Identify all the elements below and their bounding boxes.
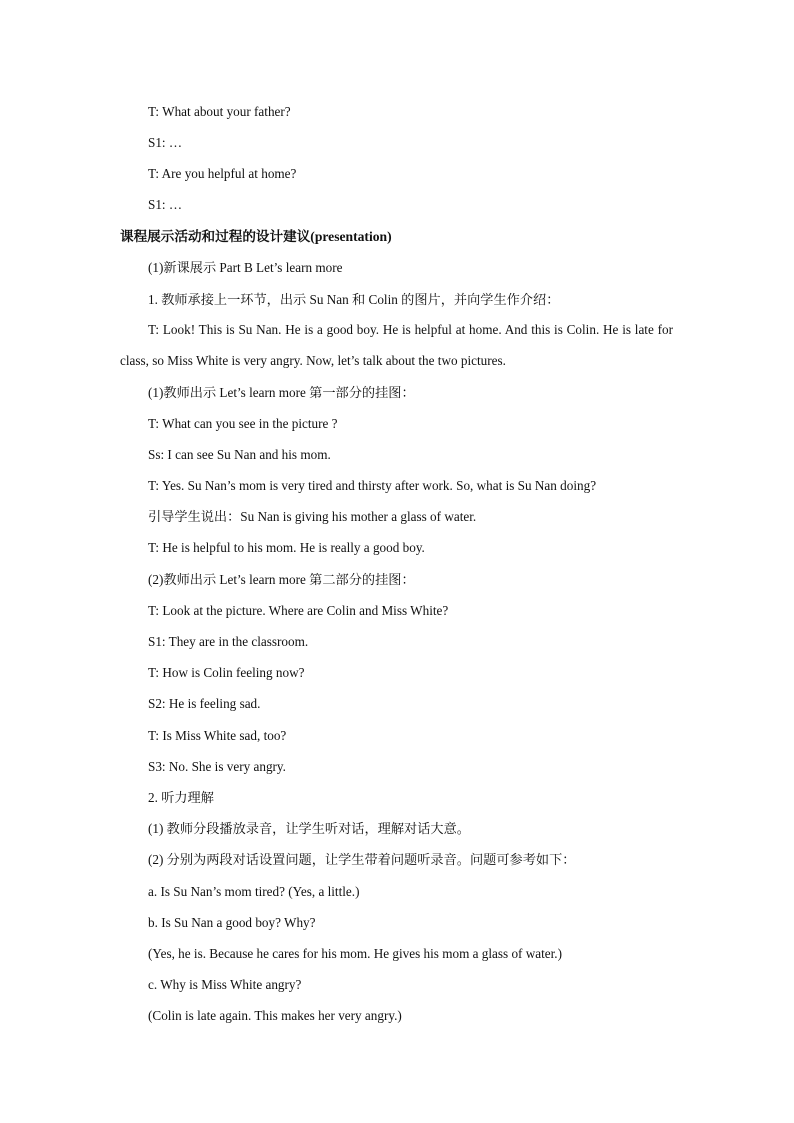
- dialogue-line: S1: …: [148, 135, 183, 150]
- question-line: a. Is Su Nan’s mom tired? (Yes, a little.): [148, 884, 360, 899]
- dialogue-line: S1: …: [148, 197, 183, 212]
- step-instruction: (2)教师出示 Let’s learn more 第二部分的挂图：: [148, 572, 415, 587]
- dialogue-line: Ss: I can see Su Nan and his mom.: [148, 447, 331, 462]
- step-instruction: (2) 分别为两段对话设置问题，让学生带着问题听录音。问题可参考如下：: [148, 852, 576, 867]
- dialogue-line: T: He is helpful to his mom. He is really a good boy.: [148, 540, 425, 555]
- step-instruction: (1) 教师分段播放录音，让学生听对话，理解对话大意。: [148, 821, 470, 836]
- intro-paragraph: T: Look! This is Su Nan. He is a good boy. He is helpful at home. And this is Colin. He is late for class, so Miss White is very angry. Now, let’s talk about the two pictures.: [120, 322, 673, 368]
- dialogue-line: T: What can you see in the picture ?: [148, 416, 338, 431]
- dialogue-line: T: What about your father?: [148, 104, 291, 119]
- dialogue-line: T: Is Miss White sad, too?: [148, 728, 287, 743]
- dialogue-line: T: Yes. Su Nan’s mom is very tired and thirsty after work. So, what is Su Nan doing?: [148, 478, 597, 493]
- question-line: b. Is Su Nan a good boy? Why?: [148, 915, 316, 930]
- guidance-line: 引导学生说出：Su Nan is giving his mother a glass of water.: [148, 509, 477, 524]
- dialogue-line: T: Look at the picture. Where are Colin and Miss White?: [148, 603, 449, 618]
- step-instruction: 1. 教师承接上一环节，出示 Su Nan 和 Colin 的图片，并向学生作介绍：: [148, 292, 560, 307]
- step-instruction: 2. 听力理解: [148, 790, 214, 805]
- subsection-title: (1)新课展示 Part B Let’s learn more: [148, 260, 343, 275]
- dialogue-line: S2: He is feeling sad.: [148, 696, 261, 711]
- answer-line: (Yes, he is. Because he cares for his mom. He gives his mom a glass of water.): [148, 946, 562, 961]
- step-instruction: (1)教师出示 Let’s learn more 第一部分的挂图：: [148, 385, 415, 400]
- dialogue-line: T: Are you helpful at home?: [148, 166, 297, 181]
- answer-line: (Colin is late again. This makes her very angry.): [148, 1008, 402, 1023]
- dialogue-line: T: How is Colin feeling now?: [148, 665, 305, 680]
- section-heading: 课程展示活动和过程的设计建议(presentation): [120, 229, 392, 244]
- dialogue-line: S1: They are in the classroom.: [148, 634, 309, 649]
- question-line: c. Why is Miss White angry?: [148, 977, 302, 992]
- dialogue-line: S3: No. She is very angry.: [148, 759, 286, 774]
